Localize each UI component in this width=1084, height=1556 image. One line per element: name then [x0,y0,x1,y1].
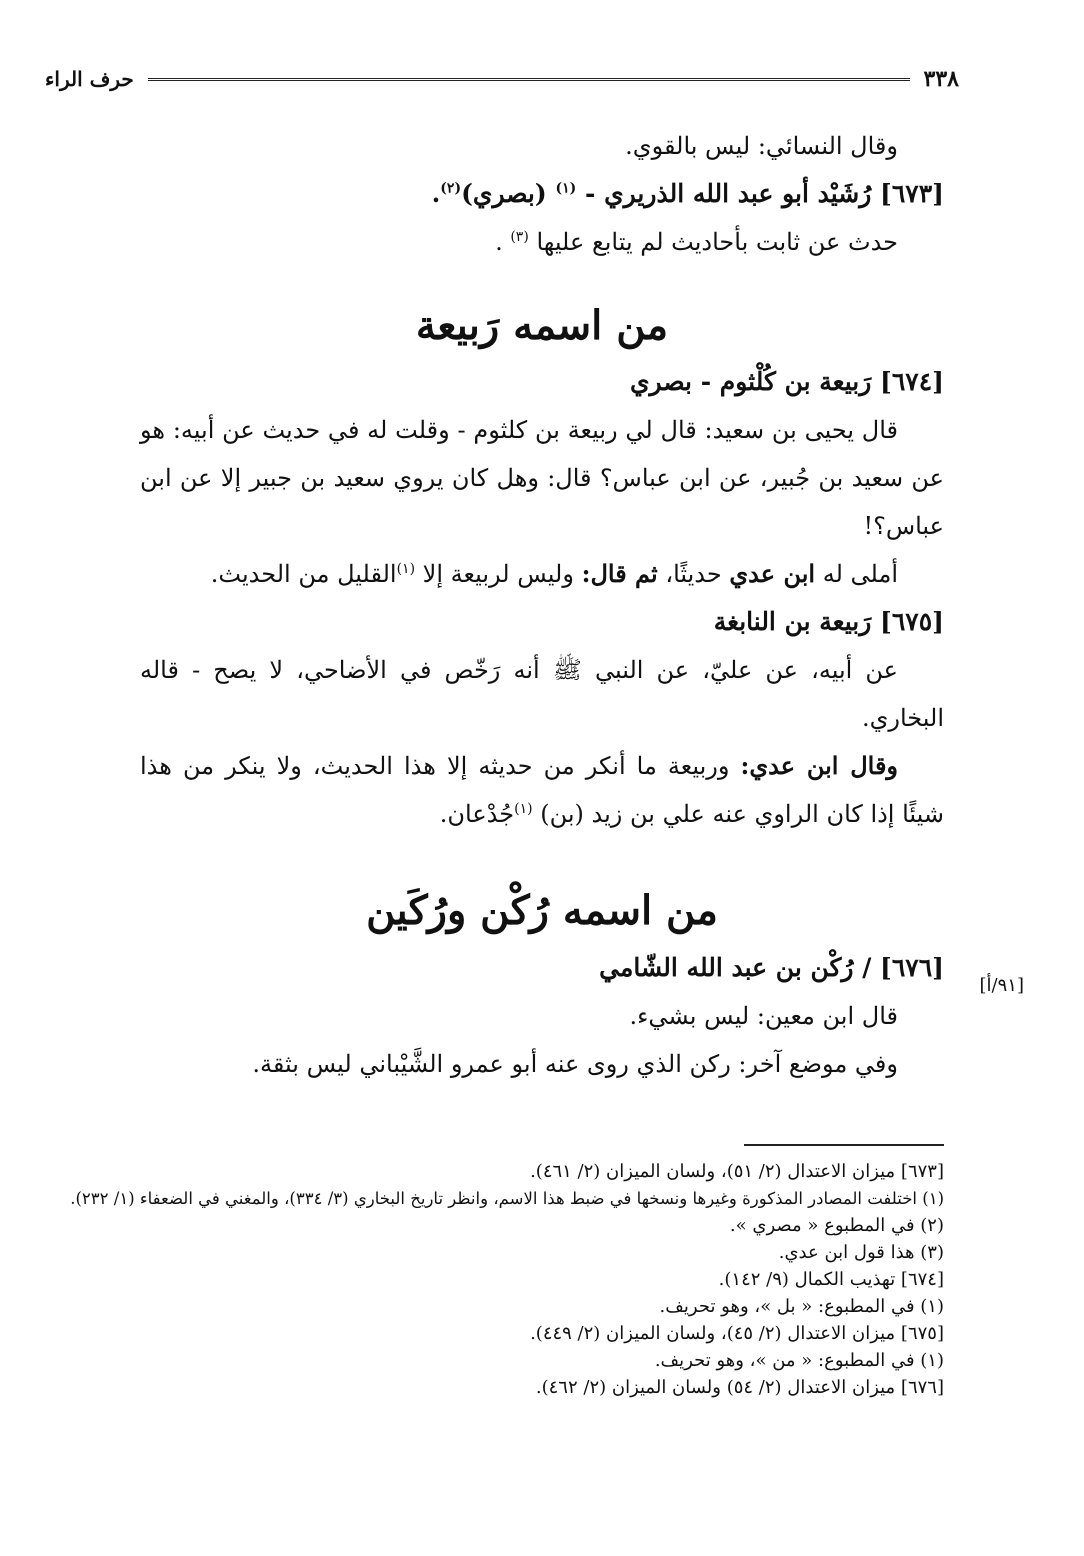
footnote-ref: (١) [396,561,416,577]
page-number: ٣٣٨ [923,66,959,92]
entry-675-paragraph-2: وقال ابن عدي: وربيعة ما أنكر من حديثه إلا هذا الحديث، ولا ينكر من هذا شيئًا إذا كان الراوي عنه علي بن زيد (بن) $^{(١)}$جُدْعان. [140,751,944,828]
entry-674-heading: [٦٧٤] رَبيعة بن كُلْثوم - بصري [629,367,944,396]
entry-673-text: حدث عن ثابت بأحاديث لم يتابع عليها $^{(٣)}$ . [495,228,898,256]
footnote-ref: (١) [514,801,533,817]
footnote: [٦٧٦] ميزان الاعتدال (٢/ ٥٤) ولسان الميزان (٢/ ٤٦٢). [535,1377,944,1398]
entry-676-heading: [٦٧٦] / رُكْن بن عبد الله الشّامي [599,953,944,982]
footnote-ref: (٣) [510,229,529,245]
running-head [45,62,959,96]
footnote: [٦٧٣] ميزان الاعتدال (٢/ ٥١)، ولسان الميزان (٢/ ٤٦١). [530,1161,944,1182]
header-rule [148,78,910,81]
main-text [140,122,944,1088]
text-line: وقال النسائي: ليس بالقوي. [625,132,898,160]
footnote-ref: (٢) [440,180,462,197]
footnote: (٢) في المطبوع « مصري ». [729,1215,944,1236]
footnote: (١) اختلفت المصادر المذكورة وغيرها ونسخها في ضبط هذا الاسم، وانظر تاريخ البخاري (٣/ ٣٣٤)، والمغني في الضعفاء (١/ ٢٣٢). [70,1189,944,1208]
footnote: [٦٧٤] تهذيب الكمال (٩/ ١٤٢). [718,1269,944,1290]
section-heading-rabia: من اسمه رَبيعة [415,302,669,349]
footnote: [٦٧٥] ميزان الاعتدال (٢/ ٤٥)، ولسان الميزان (٢/ ٤٤٩). [530,1323,944,1344]
section-heading-rukn: من اسمه رُكْن ورُكَين [366,887,718,934]
entry-676-paragraph: قال ابن معين: ليس بشيء. [629,1002,898,1030]
manuscript-folio-ref: [٩١/أ] [979,975,1024,996]
footnote-ref: (١) [555,180,577,197]
footnote: (١) في المطبوع: « بل »، وهو تحريف. [659,1296,944,1317]
footnote: (١) في المطبوع: « من »، وهو تحريف. [654,1350,944,1371]
footnotes [60,1158,944,1401]
entry-676-paragraph-2: وفي موضع آخر: ركن الذي روى عنه أبو عمرو الشَّيْباني ليس بثقة. [252,1050,898,1078]
entry-674-paragraph-2: أملى له ابن عدي حديثًا، ثم قال: وليس لربيعة إلا $^{(١)}$القليل من الحديث. [210,559,898,588]
chapter-title: حرف الراء [45,67,134,91]
footnote-rule [744,1144,944,1146]
footnote: (٣) هذا قول ابن عدي. [778,1242,944,1263]
entry-675-paragraph: عن أبيه، عن عليّ، عن النبي ﷺ أنه رَخّص في الأضاحي، لا يصح - قاله البخاري. [140,656,944,732]
entry-674-paragraph: قال يحيى بن سعيد: قال لي ربيعة بن كلثوم - وقلت له في حديث عن أبيه: هو عن سعيد بن جُبير، عن ابن عباس؟ قال: وهل كان يروي سعيد بن جبير إلا عن ابن عباس؟! [140,416,944,540]
entry-673-heading: [٦٧٣] رُشَيْد أبو عبد الله الذريري - $^{(١)}$ (بصري)$^{(٢)}$. [431,179,944,208]
entry-675-heading: [٦٧٥] رَبيعة بن النابغة [713,607,944,636]
